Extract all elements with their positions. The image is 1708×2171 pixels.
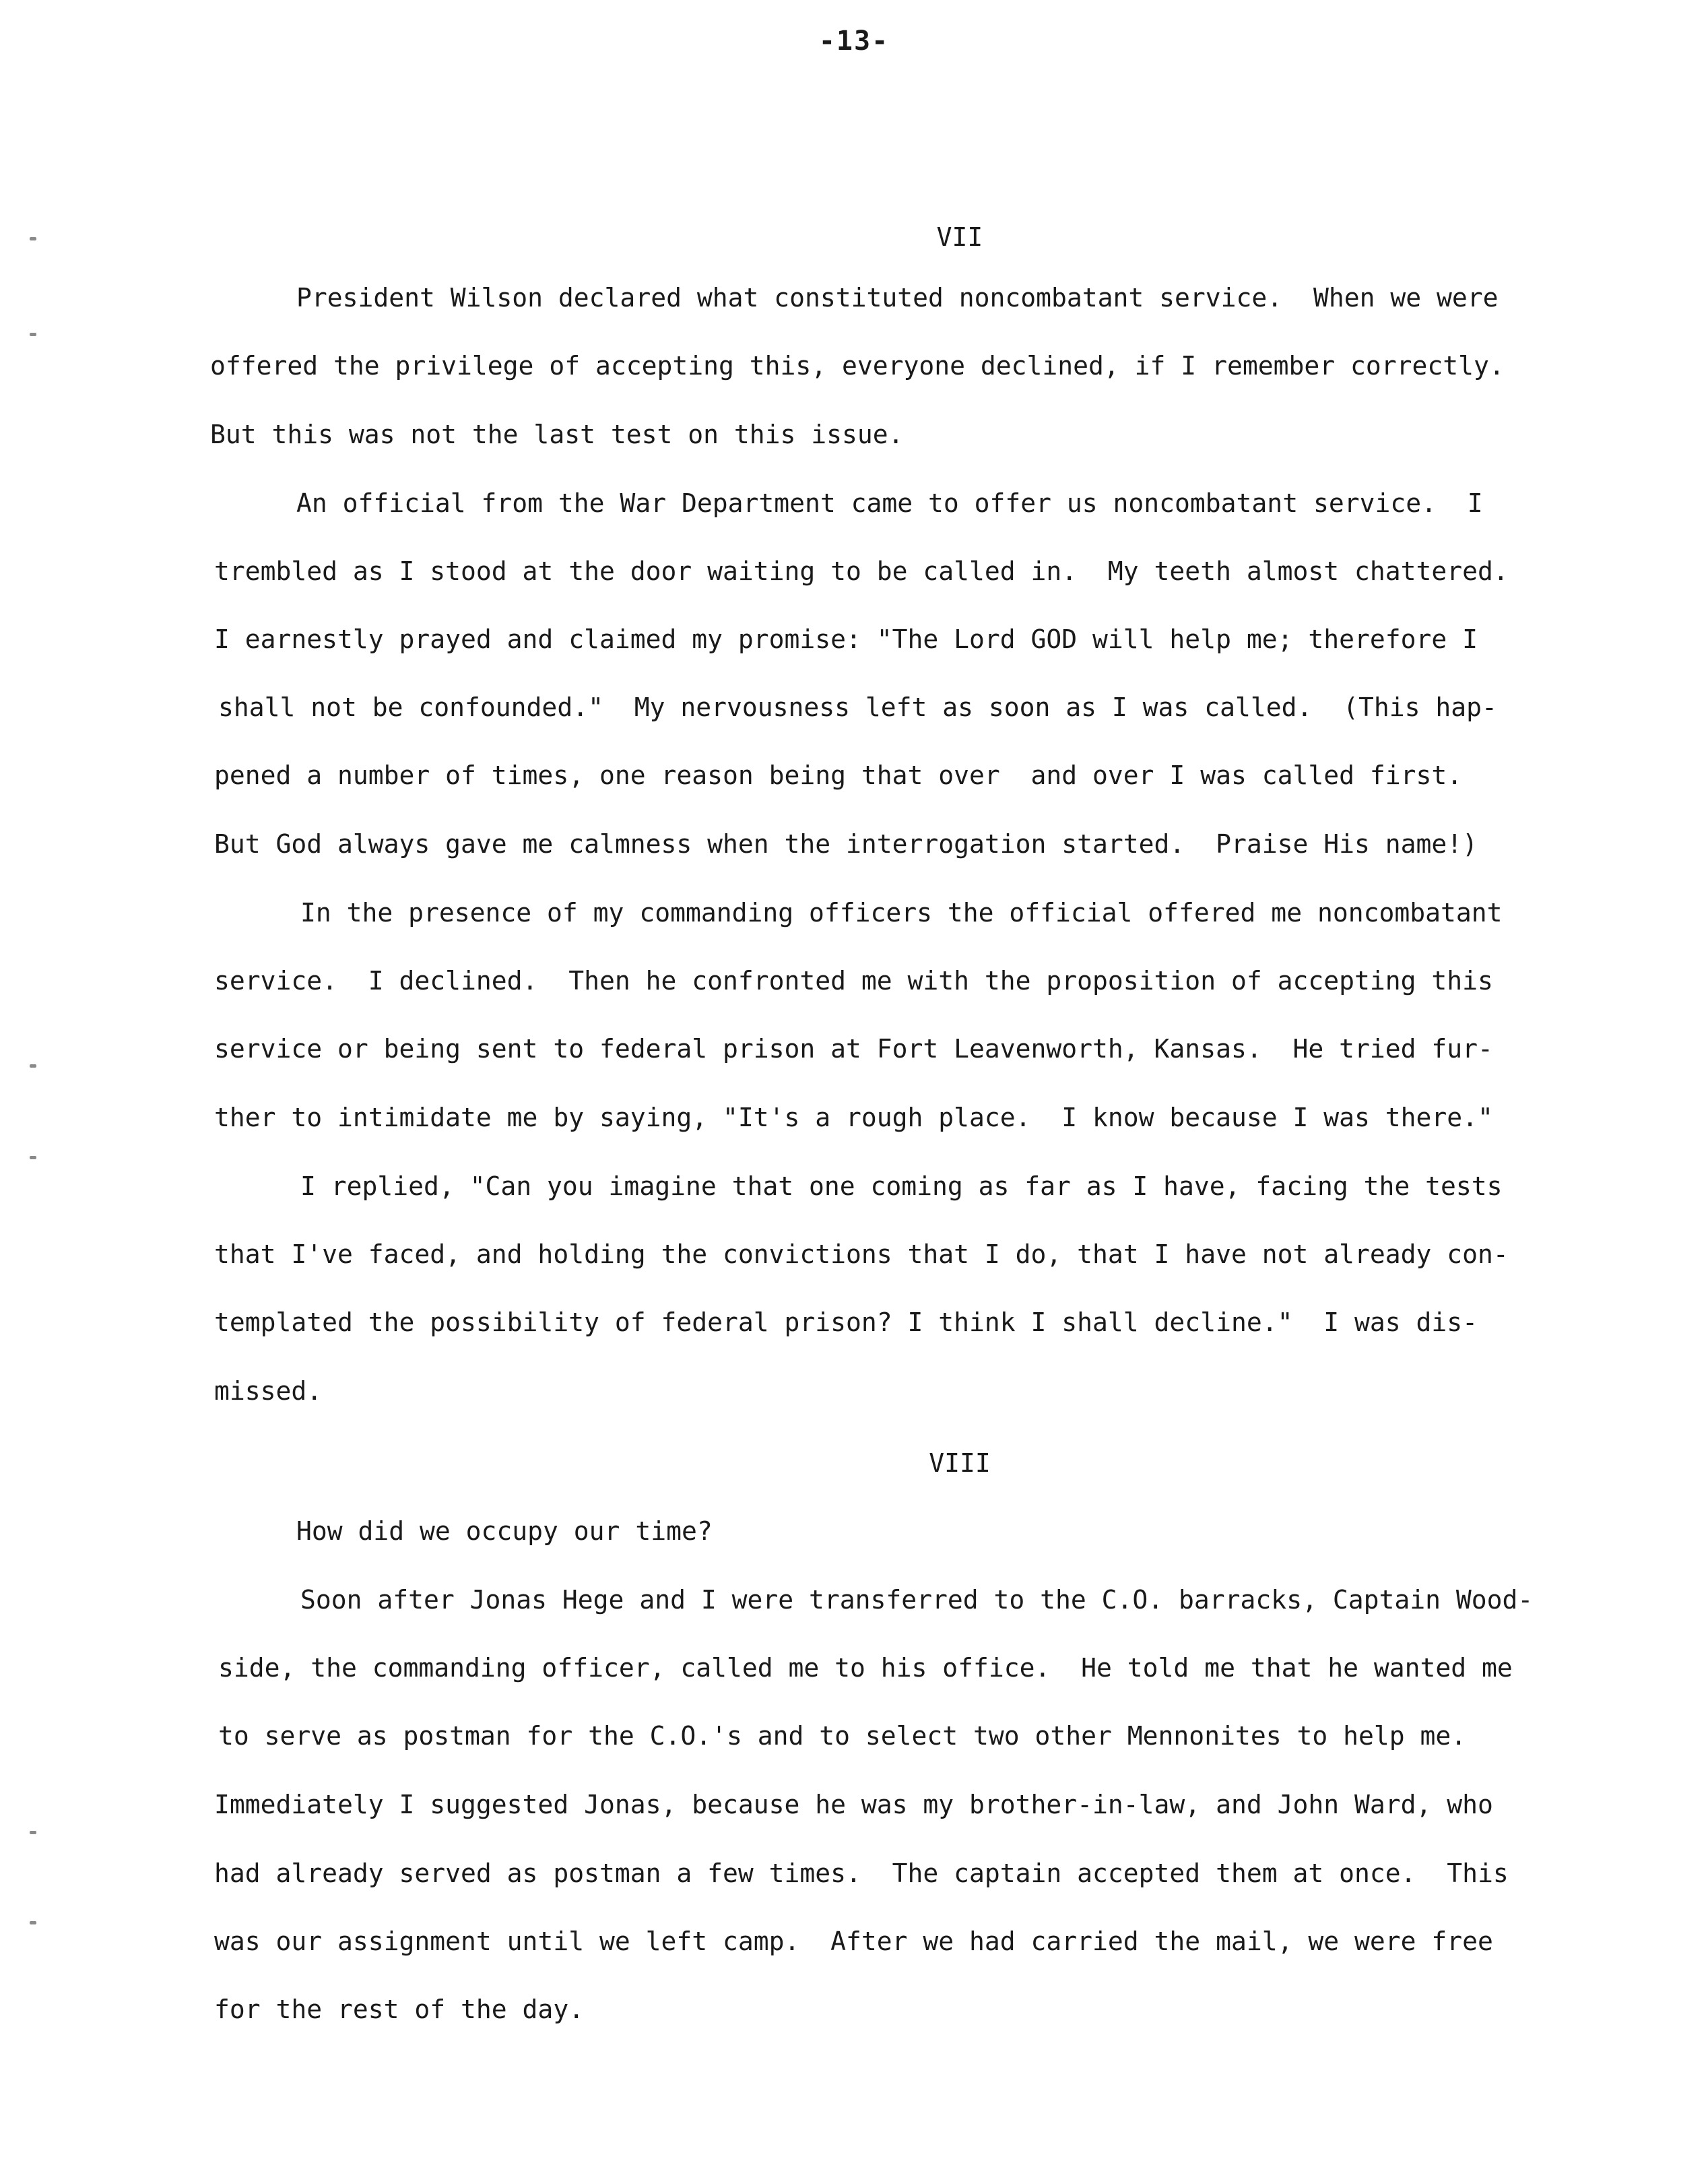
- text-line: offered the privilege of accepting this, everyone declined, if I remember correctly.: [210, 351, 1505, 381]
- text-line: I replied, "Can you imagine that one coming as far as I have, facing the tests: [300, 1171, 1503, 1201]
- margin-mark: [30, 1064, 36, 1068]
- text-line: side, the commanding officer, called me to his office. He told me that he wanted me: [218, 1653, 1513, 1683]
- text-line: templated the possibility of federal prison? I think I shall decline." I was dis-: [214, 1307, 1478, 1337]
- text-line: had already served as postman a few times. The captain accepted them at once. This: [214, 1858, 1509, 1888]
- text-line: But this was not the last test on this issue.: [210, 420, 904, 449]
- section-heading-vii: VII: [936, 222, 983, 252]
- page-number: -13-: [818, 26, 890, 57]
- text-line: An official from the War Department came to offer us noncombatant service. I: [296, 488, 1483, 518]
- margin-mark: [30, 1831, 36, 1834]
- text-line: service. I declined. Then he confronted me with the proposition of accepting this: [214, 966, 1493, 996]
- section-heading-viii: VIII: [929, 1448, 991, 1478]
- text-line: But God always gave me calmness when the interrogation started. Praise His name!): [214, 829, 1478, 859]
- text-line: How did we occupy our time?: [296, 1516, 713, 1546]
- text-line: I earnestly prayed and claimed my promise: "The Lord GOD will help me; therefore I: [214, 624, 1478, 654]
- text-line: Soon after Jonas Hege and I were transferred to the C.O. barracks, Captain Wood-: [300, 1585, 1534, 1615]
- text-line: that I've faced, and holding the convictions that I do, that I have not already con-: [214, 1239, 1509, 1269]
- margin-mark: [30, 1156, 36, 1159]
- text-line: missed.: [214, 1376, 323, 1406]
- text-line: Immediately I suggested Jonas, because he was my brother-in-law, and John Ward, who: [214, 1790, 1493, 1819]
- text-line: shall not be confounded." My nervousness left as soon as I was called. (This hap-: [218, 692, 1497, 722]
- margin-mark: [30, 333, 36, 336]
- text-line: ther to intimidate me by saying, "It's a rough place. I know because I was there.": [214, 1103, 1493, 1132]
- text-line: pened a number of times, one reason being that over and over I was called first.: [214, 760, 1463, 790]
- text-line: to serve as postman for the C.O.'s and to select two other Mennonites to help me.: [218, 1721, 1467, 1751]
- margin-mark: [30, 1921, 36, 1924]
- text-line: was our assignment until we left camp. After we had carried the mail, we were free: [214, 1926, 1493, 1956]
- text-line: In the presence of my commanding officers the official offered me noncombatant: [300, 898, 1503, 928]
- text-line: President Wilson declared what constituted noncombatant service. When we were: [296, 283, 1499, 313]
- margin-mark: [30, 237, 36, 240]
- text-line: trembled as I stood at the door waiting to be called in. My teeth almost chattered.: [214, 556, 1509, 586]
- text-line: service or being sent to federal prison at Fort Leavenworth, Kansas. He tried fur-: [214, 1034, 1493, 1064]
- text-line: for the rest of the day.: [214, 1995, 585, 2024]
